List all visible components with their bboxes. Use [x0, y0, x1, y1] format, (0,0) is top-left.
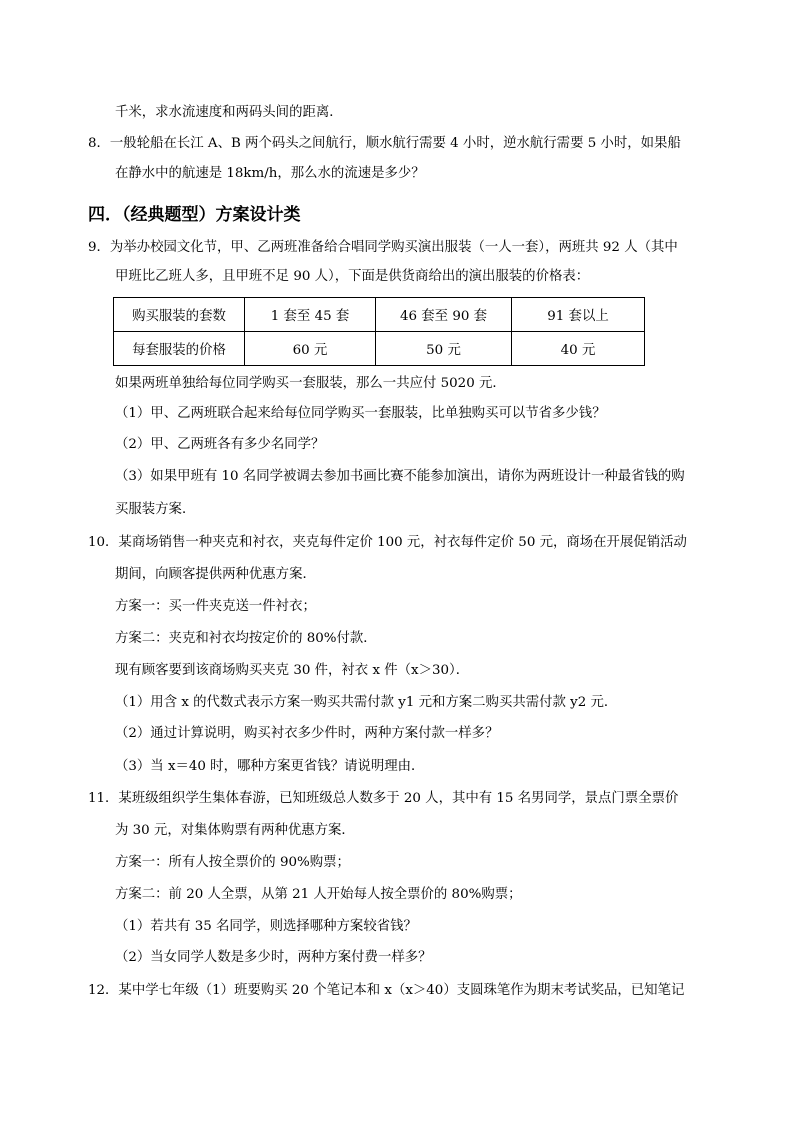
problem-10-q2: （2）通过计算说明，购买衬衣多少件时，两种方案付款一样多？ — [115, 726, 499, 741]
problem-11-plan-2: 方案二：前 20 人全票，从第 21 人开始每人按全票价的 80%购票； — [115, 887, 522, 902]
problem-11-q2: （2）当女同学人数是多少时，两种方案付费一样多？ — [115, 950, 432, 965]
problem-9-q1: （1）甲、乙两班联合起来给每位同学购买一套服装，比单独购买可以节省多少钱？ — [115, 406, 606, 421]
problem-10-q3: （3）当 x＝40 时，哪种方案更省钱？请说明理由． — [115, 759, 425, 774]
section-heading: 四．（经典题型）方案设计类 — [88, 205, 301, 225]
table-cell: 50 元 — [376, 332, 512, 366]
table-row — [114, 332, 645, 366]
table-cell: 每套服装的价格 — [114, 332, 245, 366]
problem-9-line-3: 如果两班单独给每位同学购买一套服装，那么一共应付 5020 元． — [115, 376, 506, 391]
problem-10-line-1: 10．某商场销售一种夹克和衬衣，夹克每件定价 100 元，衬衣每件定价 50 元，商场在开展促销活动 — [88, 535, 687, 550]
problem-12-line-1: 12．某中学七年级（1）班要购买 20 个笔记本和 x（x＞40）支圆珠笔作为期末考试奖品，已知笔记 — [88, 983, 685, 998]
table-cell: 60 元 — [245, 332, 376, 366]
problem-11-q1: （1）若共有 35 名同学，则选择哪种方案较省钱？ — [115, 919, 417, 934]
problem-10-plan-1: 方案一：买一件夹克送一件衬衣； — [115, 599, 316, 614]
table-cell: 91 套以上 — [512, 298, 645, 332]
problem-11-line-1: 11．某班级组织学生集体春游，已知班级总人数多于 20 人，其中有 15 名男同学，景点门票全票价 — [88, 791, 679, 806]
problem-8-line-2: 在静水中的航速是 18km/h，那么水的流速是多少？ — [115, 166, 425, 181]
problem-9-q3-line-1: （3）如果甲班有 10 名同学被调去参加书画比赛不能参加演出，请你为两班设计一种最省钱的购 — [115, 469, 685, 484]
table-cell: 1 套至 45 套 — [245, 298, 376, 332]
problem-11-line-2: 为 30 元，对集体购票有两种优惠方案． — [115, 823, 355, 838]
problem-7-continuation: 千米，求水流速度和两码头间的距离． — [115, 105, 343, 120]
problem-11-plan-1: 方案一：所有人按全票价的 90%购票； — [115, 855, 350, 870]
problem-9-line-2: 甲班比乙班人多，且甲班不足 90 人），下面是供货商给出的演出服装的价格表： — [115, 269, 590, 284]
problem-9-q3-line-2: 买服装方案． — [115, 502, 196, 517]
table-row — [114, 298, 645, 332]
table-cell: 购买服装的套数 — [114, 298, 245, 332]
problem-10-line-5: 现有顾客要到该商场购买夹克 30 件，衬衣 x 件（x＞30）． — [115, 663, 470, 678]
problem-10-plan-2: 方案二：夹克和衬衣均按定价的 80%付款． — [115, 631, 377, 646]
price-table — [113, 297, 645, 366]
table-cell: 40 元 — [512, 332, 645, 366]
problem-9-q2: （2）甲、乙两班各有多少名同学？ — [115, 437, 325, 452]
problem-10-q1: （1）用含 x 的代数式表示方案一购买共需付款 y1 元和方案二购买共需付款 y2 元． — [115, 695, 618, 710]
table-cell: 46 套至 90 套 — [376, 298, 512, 332]
problem-8-line-1: 8．一般轮船在长江 A、B 两个码头之间航行，顺水航行需要 4 小时，逆水航行需要 5 小时，如果船 — [88, 136, 681, 151]
problem-10-line-2: 期间，向顾客提供两种优惠方案． — [115, 567, 316, 582]
problem-9-line-1: 9．为举办校园文化节，甲、乙两班准备给合唱同学购买演出服装（一人一套），两班共 92 人（其中 — [88, 240, 678, 255]
